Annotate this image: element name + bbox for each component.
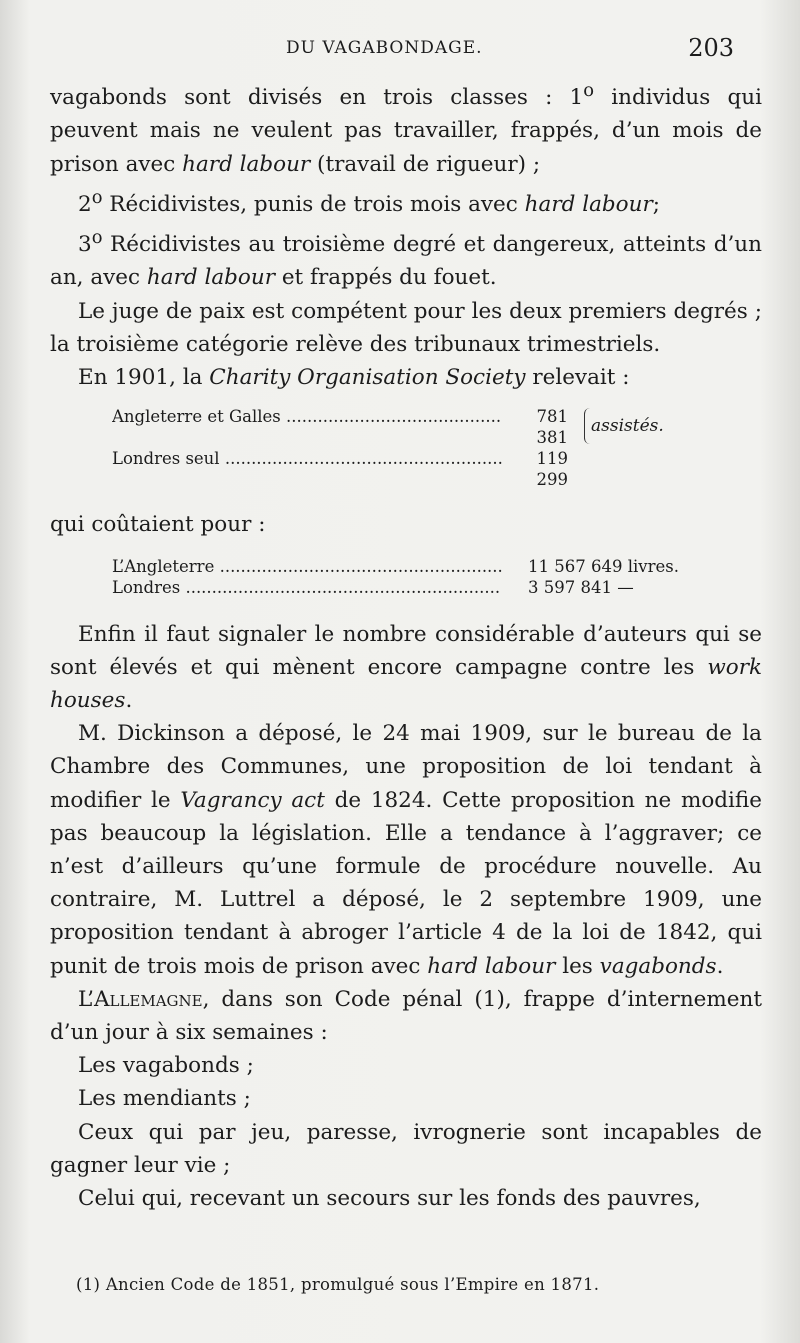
cost-value: 3 597 841 — (528, 577, 634, 597)
list-item-mendiants: Les mendiants ; (78, 1086, 251, 1112)
paragraph-juge-de-paix: Le juge de paix est compétent pour les deux premiers degrés ; la troisième catégorie relève des tribunaux trimestriels. (50, 298, 762, 357)
cost-table (112, 556, 712, 598)
stat-value: 119 299 (536, 449, 568, 490)
paragraph-class-2: 2$^o$ Récidivistes, punis de trois mois avec hard labour; (78, 186, 660, 217)
stat-label: Londres seul ..... (112, 448, 502, 469)
paragraph-work-houses: Enfin il faut signaler le nombre considérable d’auteurs qui se sont élevés et qui mènent encore campagne contre les work houses. (50, 621, 762, 713)
cost-value: 11 567 649 livres. (528, 556, 679, 576)
paragraph-allemagne: L’Allemagne, dans son Code pénal (1), frappe d’internement d’un jour à six semaines : (50, 986, 762, 1045)
paragraph-cost-intro: qui coûtaient pour : (50, 512, 266, 538)
paragraph-dickinson: M. Dickinson a déposé, le 24 mai 1909, sur le bureau de la Chambre des Communes, une proposition de loi tendant à modifier le Vagrancy act de 1824. Cette proposition ne modifie pas beaucoup la législation. Elle a tendance à l’aggraver; ce n’est d’ailleurs qu’une formule de procédure nouvelle. Au contraire, M. Luttrel a déposé, le 2 septembre 1909, une proposition tendant à abroger l’article 4 de la loi de 1842, qui punit de trois mois de prison avec hard labour les vagabonds. (50, 721, 762, 979)
stat-label: Angleterre et Galles ..... (112, 406, 502, 427)
cost-label: Londres ..... (112, 577, 502, 598)
stat-row (112, 448, 712, 490)
list-item-incapables: Ceux qui par jeu, paresse, ivrognerie sont incapables de gagner leur vie ; (50, 1119, 762, 1178)
stat-value: 781 381 (536, 407, 568, 448)
cost-row (112, 556, 712, 577)
body-text (50, 74, 762, 1215)
paragraph-charity-1901: En 1901, la Charity Organisation Society relevait : (78, 365, 630, 391)
list-item-vagabonds: Les vagabonds ; (78, 1053, 254, 1079)
paragraph-class-3: 3$^o$ Récidivistes au troisième degré et dangereux, atteints d’un an, avec hard labour et frappés du fouet. (50, 227, 762, 291)
page-number: 203 (688, 34, 734, 62)
cost-row (112, 577, 712, 598)
brace-note: assistés. (584, 408, 664, 444)
running-title: DU VAGABONDAGE. (286, 38, 483, 58)
assisted-stats-table (112, 406, 712, 490)
footnote: (1) Ancien Code de 1851, promulgué sous l’Empire en 1871. (76, 1275, 600, 1294)
paragraph-classes-intro: vagabonds sont divisés en trois classes : 1$^o$ individus qui peuvent mais ne veulent pas travailler, frappés, d’un mois de prison avec hard labour (travail de rigueur) ; (50, 80, 763, 177)
list-item-secours: Celui qui, recevant un secours sur les fonds des pauvres, (78, 1185, 701, 1211)
cost-label: L’Angleterre ..... (112, 556, 502, 577)
page-header (60, 34, 750, 68)
